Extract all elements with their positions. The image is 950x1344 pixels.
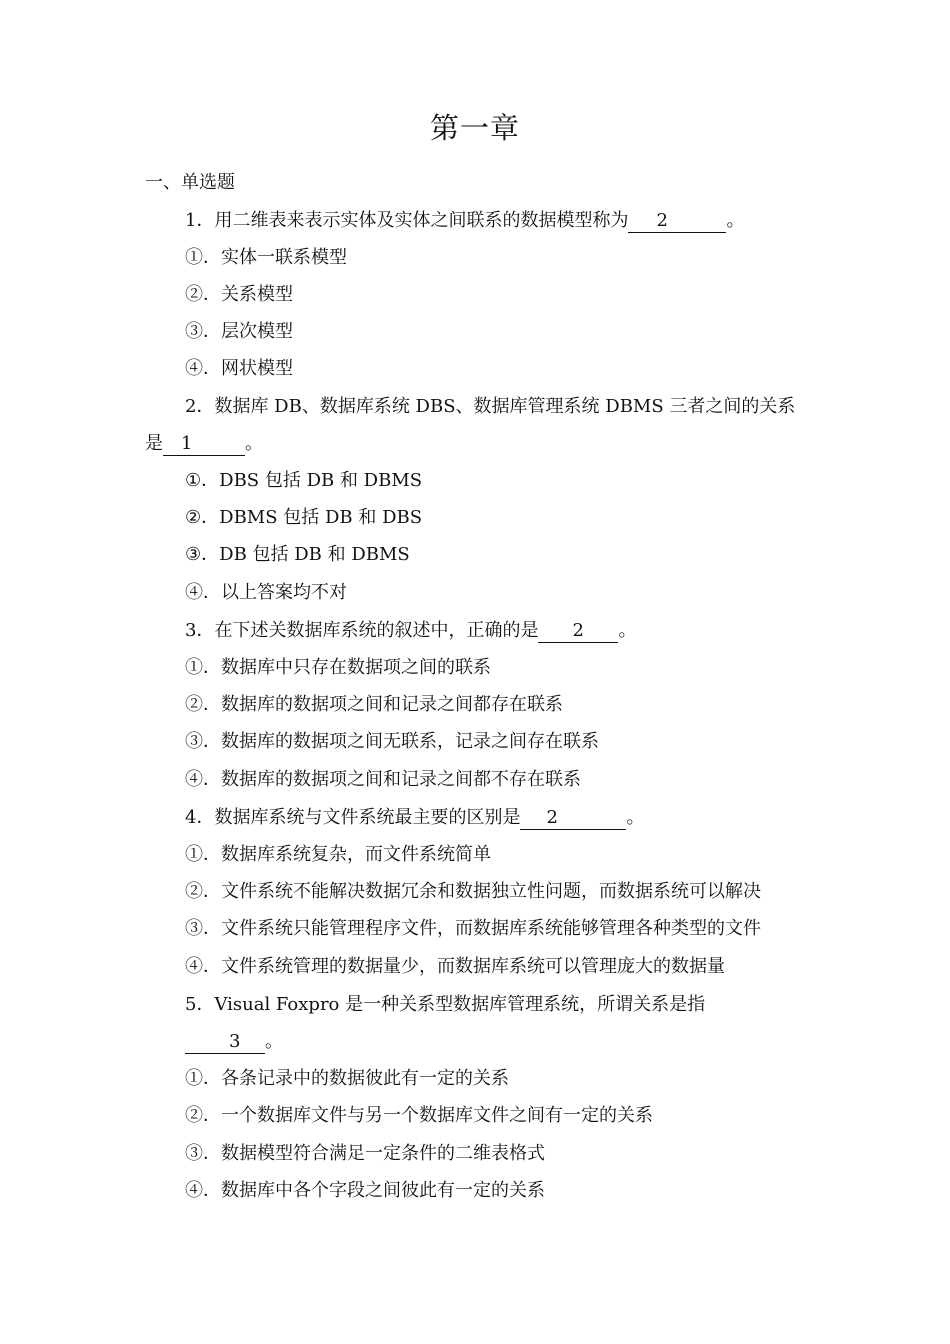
question-2-option-1: ①．DBS 包括 DB 和 DBMS (185, 470, 423, 491)
question-1-answer-blank: 2 (628, 210, 726, 233)
question-2-answer-blank: 1 (163, 433, 245, 456)
question-4-end: 。 (626, 807, 645, 828)
question-3-option-2: ②．数据库的数据项之间和记录之间都存在联系 (185, 694, 563, 715)
question-2-end: 。 (245, 433, 263, 454)
question-5-stem: 5．Visual Foxpro 是一种关系型数据库管理系统，所谓关系是指 (185, 994, 706, 1015)
question-5-answer-blank: 3 (185, 1031, 265, 1054)
question-2-text-cont: 是 (145, 433, 163, 454)
question-3-option-1: ①．数据库中只存在数据项之间的联系 (185, 657, 491, 678)
question-1-end: 。 (726, 210, 745, 231)
question-4-option-1: ①．数据库系统复杂，而文件系统简单 (185, 844, 491, 865)
question-5-option-3: ③．数据模型符合满足一定条件的二维表格式 (185, 1143, 545, 1164)
chapter-title: 第一章 (429, 111, 520, 145)
question-1-option-3: ③．层次模型 (185, 321, 293, 342)
question-4-answer-blank: 2 (520, 807, 626, 830)
question-2-option-2: ②．DBMS 包括 DB 和 DBS (185, 507, 423, 528)
question-2-stem-cont (145, 431, 263, 457)
question-1-option-2: ②．关系模型 (185, 284, 293, 305)
question-3-option-3: ③．数据库的数据项之间无联系，记录之间存在联系 (185, 731, 599, 752)
question-3-answer-blank: 2 (538, 620, 618, 643)
question-5-option-1: ①．各条记录中的数据彼此有一定的关系 (185, 1068, 509, 1089)
question-5-stem-cont (185, 1029, 283, 1055)
question-3-end: 。 (618, 620, 637, 641)
question-4-option-2: ②．文件系统不能解决数据冗余和数据独立性问题，而数据系统可以解决 (185, 881, 761, 902)
question-3-option-4: ④．数据库的数据项之间和记录之间都不存在联系 (185, 769, 581, 790)
question-3-text: 3．在下述关数据库系统的叙述中，正确的是 (185, 620, 539, 641)
question-5-option-4: ④．数据库中各个字段之间彼此有一定的关系 (185, 1180, 545, 1201)
question-1-option-4: ④．网状模型 (185, 358, 293, 379)
question-2-stem: 2．数据库 DB、数据库系统 DBS、数据库管理系统 DBMS 三者之间的关系 (185, 396, 796, 417)
question-2-option-3: ③．DB 包括 DB 和 DBMS (185, 544, 410, 565)
section-title: 一、单选题 (145, 172, 235, 193)
question-1-option-1: ①．实体一联系模型 (185, 247, 347, 268)
question-2-option-4: ④．以上答案均不对 (185, 582, 347, 603)
question-4-text: 4．数据库系统与文件系统最主要的区别是 (185, 807, 521, 828)
question-3-stem (185, 618, 636, 644)
question-4-option-4: ④．文件系统管理的数据量少，而数据库系统可以管理庞大的数据量 (185, 956, 725, 977)
question-1-stem (185, 208, 744, 234)
question-4-stem (185, 805, 644, 831)
question-4-option-3: ③．文件系统只能管理程序文件，而数据库系统能够管理各种类型的文件 (185, 918, 761, 939)
question-1-text: 1．用二维表来表示实体及实体之间联系的数据模型称为 (185, 210, 629, 231)
question-5-option-2: ②．一个数据库文件与另一个数据库文件之间有一定的关系 (185, 1105, 653, 1126)
question-5-end: 。 (265, 1031, 283, 1052)
